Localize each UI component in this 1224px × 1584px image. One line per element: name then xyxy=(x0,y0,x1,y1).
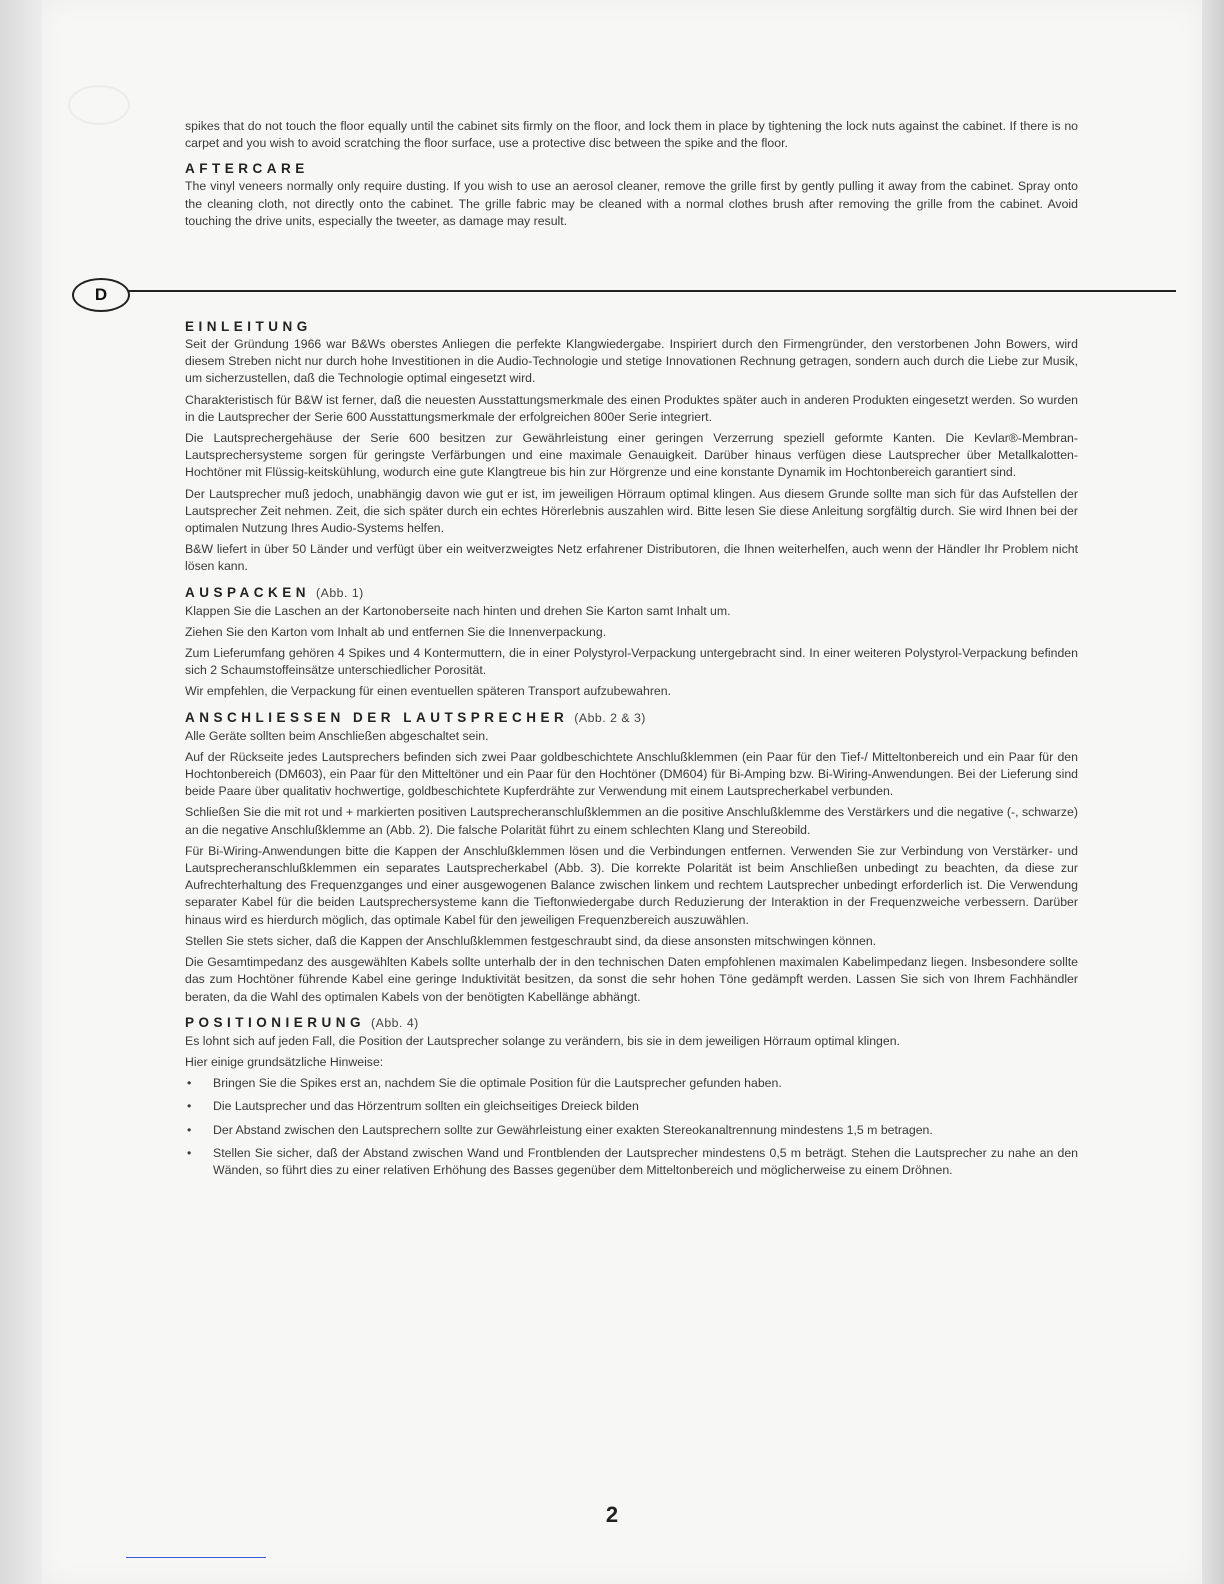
scan-left-edge xyxy=(0,0,42,1584)
bullet-icon: • xyxy=(187,1076,192,1091)
paragraph: Zum Lieferumfang gehören 4 Spikes und 4 Kontermuttern, die in einer Polystyrol-Verpackung untergebracht sind. In einer weiteren Polystyrol-Verpackung befinden sich 2 Schaumstoffeinsätze unterschiedlicher Porosität. xyxy=(185,646,1078,678)
aftercare-text: The vinyl veneers normally only require dusting. If you wish to use an aerosol cleaner, remove the grille first by gently pulling it away from the cabinet. Spray onto the cleaning cloth, not directly onto the cabinet. The grille fabric may be cleaned with a normal clothes brush after removing the grille from the cabinet. Avoid touching the drive units, especially the tweeter, as damage may result. xyxy=(185,179,1078,228)
figure-reference: (Abb. 2 & 3) xyxy=(574,710,646,725)
paragraph: Alle Geräte sollten beim Anschließen abgeschaltet sein. xyxy=(185,728,489,743)
figure-reference: (Abb. 4) xyxy=(371,1015,419,1030)
language-divider xyxy=(128,290,1176,292)
paragraph: Hier einige grundsätzliche Hinweise: xyxy=(185,1054,384,1069)
aftercare-heading-text: AFTERCARE xyxy=(185,161,309,177)
einleitung-heading xyxy=(185,317,1078,336)
scan-right-edge xyxy=(1202,0,1224,1584)
anschliessen-heading-text: ANSCHLIESSEN DER LAUTSPRECHER xyxy=(185,709,569,725)
paragraph: Ziehen Sie den Karton vom Inhalt ab und entfernen Sie die Innenverpackung. xyxy=(185,624,607,639)
bleed-through-badge xyxy=(68,85,130,125)
auspacken-heading xyxy=(185,583,1078,603)
list-item-text: Bringen Sie die Spikes erst an, nachdem Sie die optimale Position für die Lautsprecher gefunden haben. xyxy=(213,1076,782,1091)
bullet-icon: • xyxy=(187,1099,192,1114)
page-number: 2 xyxy=(605,1502,619,1527)
list-item xyxy=(185,1098,1078,1115)
anschliessen-heading xyxy=(185,708,1078,728)
paragraph: Die Lautsprechergehäuse der Serie 600 besitzen zur Gewährleistung einer geringen Verzerrung speziell geformte Kanten. Die Kevlar®-Membran-Lautsprechersysteme sorgen für geringste Verfärbungen und eine maximale Genauigkeit. Darüber hinaus verfügen diese Lautsprecher über Metallkalotten-Hochtöner mit Flüssig-keitskühlung, wodurch eine gute Klangtreue bis hin zur Hörgrenze und eine konstante Dynamik im Hochtonbereich garantiert sind. xyxy=(185,431,1078,480)
paragraph: B&W liefert in über 50 Länder und verfügt über ein weitverzweigtes Netz erfahrener Distributoren, die Ihnen weiterhelfen, auch wenn der Händler Ihr Problem nicht lösen kann. xyxy=(185,542,1078,574)
paragraph: Für Bi-Wiring-Anwendungen bitte die Kappen der Anschlußklemmen lösen und die Verbindungen entfernen. Verwenden Sie zur Verbindung von Verstärker- und Lautsprecheranschlußklemmen ein separates Lautsprecherkabel (Abb. 3). Die korrekte Polarität ist beim Anschließen unbedingt zu beachten, da diese zur Aufrechterhaltung des Frequenzganges und einer ausgewogenen Balance zwischen linkem und rechtem Lautsprecher unbedingt erforderlich ist. Die Verwendung separater Kabel für die beiden Lautsprechersysteme kann die Tieftonwiedergabe durch Reduzierung der Interaktion in der Frequenzweiche verbessern. Darüber hinaus wird es hierdurch möglich, das optimale Kabel für den jeweiligen Frequenzbereich auszuwählen. xyxy=(185,843,1078,927)
positionierung-heading xyxy=(185,1013,1078,1033)
intro-continuation-text: spikes that do not touch the floor equally until the cabinet sits firmly on the floor, and lock them in place by tightening the lock nuts against the cabinet. If there is no carpet and you wish to avoid scratching the floor surface, use a protective disc between the spike and the floor. xyxy=(185,119,1078,151)
language-badge: D xyxy=(72,278,130,312)
list-item-text: Der Abstand zwischen den Lautsprechern sollte zur Gewährleistung einer exakten Stereokanaltrennung mindestens 1,5 m betragen. xyxy=(213,1122,933,1137)
paragraph: Die Gesamtimpedanz des ausgewählten Kabels sollte unterhalb der in den technischen Daten empfohlenen maximalen Kabelimpedanz liegen. Insbesondere sollte das zum Hochtöner führende Kabel eine geringe Induktivität besitzen, da sonst die sehr hohen Töne gedämpft werden. Lassen Sie sich von Ihrem Fachhändler beraten, da die Wahl des optimalen Kabels von der benötigten Kabellänge abhängt. xyxy=(185,955,1078,1004)
paragraph: Auf der Rückseite jedes Lautsprechers befinden sich zwei Paar goldbeschichtete Anschlußklemmen (ein Paar für den Tief-/ Mitteltonbereich und ein Paar für den Hochtonbereich (DM603), ein Paar für den Mitteltöner und ein Paar für den Hochtöner (DM604) für Bi-Amping bzw. Bi-Wiring-Anwendungen. Bei der Lieferung sind beide Paare über qualitativ hochwertige, goldbeschichtete Kupferdrähte zur Verwendung mit einem Lautsprecherkabel verbunden. xyxy=(185,749,1078,799)
positioning-tips-list xyxy=(185,1075,1078,1179)
bullet-icon: • xyxy=(187,1122,192,1137)
bullet-icon: • xyxy=(187,1145,192,1160)
paragraph: Der Lautsprecher muß jedoch, unabhängig davon wie gut er ist, im jeweiligen Hörraum optimal klingen. Aus diesem Grunde sollte man sich für das Aufstellen der Lautsprecher Zeit nehmen. Zeit, die sich später durch ein echtes Hörerlebnis auszahlen wird. Bitte lesen Sie diese Anleitung sorgfältig durch. Sie wird Ihnen bei der optimalen Nutzung Ihres Audio-Systems helfen. xyxy=(185,486,1078,536)
paragraph: Es lohnt sich auf jeden Fall, die Position der Lautsprecher solange zu verändern, bis sie in dem jeweiligen Hörraum optimal klingen. xyxy=(185,1033,900,1048)
aftercare-heading xyxy=(185,159,1078,178)
positionierung-heading-text: POSITIONIERUNG xyxy=(185,1014,366,1030)
footer-underline xyxy=(126,1557,266,1558)
auspacken-heading-text: AUSPACKEN xyxy=(185,584,311,600)
list-item-text: Die Lautsprecher und das Hörzentrum sollten ein gleichseitiges Dreieck bilden xyxy=(213,1099,639,1114)
list-item xyxy=(185,1145,1078,1179)
list-item-text: Stellen Sie sicher, daß der Abstand zwischen Wand und Frontblenden der Lautsprecher mindestens 0,5 m beträgt. Stehen die Lautsprecher zu nahe an den Wänden, so führt dies zu einer relativen Erhöhung des Basses gegenüber dem Mitteltonbereich und möglicherweise zu einem Dröhnen. xyxy=(213,1145,1078,1177)
paragraph: Klappen Sie die Laschen an der Kartonoberseite nach hinten und drehen Sie Karton samt Inhalt um. xyxy=(185,603,731,618)
figure-reference: (Abb. 1) xyxy=(316,585,364,600)
german-section xyxy=(185,310,1078,1185)
list-item xyxy=(185,1075,1078,1092)
paragraph: Wir empfehlen, die Verpackung für einen eventuellen späteren Transport aufzubewahren. xyxy=(185,684,672,699)
paragraph: Schließen Sie die mit rot und + markierten positiven Lautsprecheranschlußklemmen an die positive Anschlußklemme des Verstärkers und die negative (-, schwarze) an die negative Anschlußklemme an (Abb. 2). Die falsche Polarität führt zu einem schlechten Klang und Stereobild. xyxy=(185,805,1078,837)
list-item xyxy=(185,1122,1078,1139)
paragraph: Stellen Sie stets sicher, daß die Kappen der Anschlußklemmen festgeschraubt sind, da diese ansonsten mitschwingen können. xyxy=(185,933,877,948)
paragraph: Seit der Gründung 1966 war B&Ws oberstes Anliegen die perfekte Klangwiedergabe. Inspiriert durch den Firmengründer, den verstorbenen John Bowers, wird diesem Streben nicht nur durch hohe Investitionen in die Audio-Technologie und stetige Innovationen Rechnung getragen, sondern auch durch die Liebe zur Musik, um sicherzustellen, daß die Technologie optimal eingesetzt wird. xyxy=(185,337,1078,386)
einleitung-heading-text: EINLEITUNG xyxy=(185,319,312,334)
paragraph: Charakteristisch für B&W ist ferner, daß die neuesten Ausstattungsmerkmale des einen Produktes später auch in anderen Produkten eingesetzt werden. So wurden in die Lautsprecher der Serie 600 Ausstattungsmerkmale der erfolgreichen 800er Serie integriert. xyxy=(185,392,1078,424)
english-continuation xyxy=(185,118,1078,234)
